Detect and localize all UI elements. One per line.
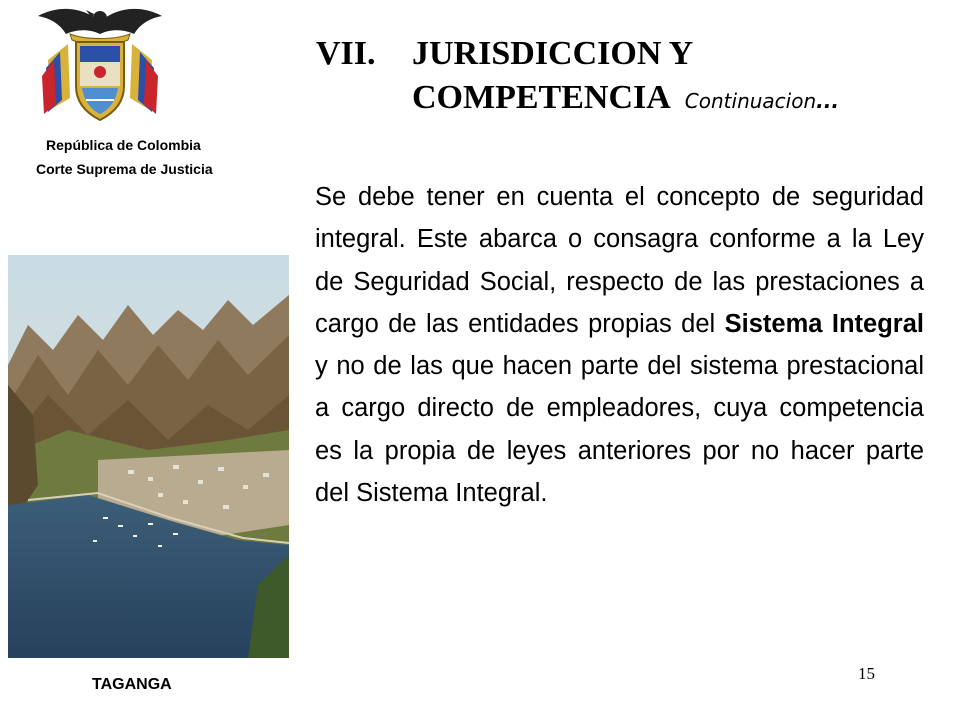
bay-landscape-image xyxy=(8,255,289,658)
photo-caption: TAGANGA xyxy=(92,676,172,693)
body-paragraph xyxy=(315,176,924,514)
crest-icon xyxy=(30,0,170,135)
slide-title xyxy=(316,32,839,123)
title-text-line-2: COMPETENCIA xyxy=(412,79,671,116)
taganga-photo xyxy=(8,255,289,658)
body-text-part-2: y no de las que hacen parte del sistema prestacional a cargo directo de empleadores, cuya competencia es la propia de leyes anteriores por no hacer parte del Sistema Integral. xyxy=(315,352,924,508)
continuation-label: Continuacion... xyxy=(684,89,839,113)
title-line-2 xyxy=(316,76,839,123)
institution-country-label: República de Colombia xyxy=(46,137,201,153)
title-line-1 xyxy=(316,32,839,76)
title-text-line-1: JURISDICCION Y xyxy=(412,35,694,72)
body-emphasis: Sistema Integral xyxy=(724,309,925,338)
section-numeral: VII. xyxy=(316,35,376,72)
page-number: 15 xyxy=(858,664,875,683)
body-text-part-1: Se debe tener en cuenta el concepto de seguridad integral. Este abarca o consagra conforme a la Ley de Seguridad Social, respecto de las prestaciones a cargo de las entidades propias del xyxy=(315,183,924,338)
institution-court-label: Corte Suprema de Justicia xyxy=(36,161,213,177)
coat-of-arms-crest xyxy=(30,0,170,135)
